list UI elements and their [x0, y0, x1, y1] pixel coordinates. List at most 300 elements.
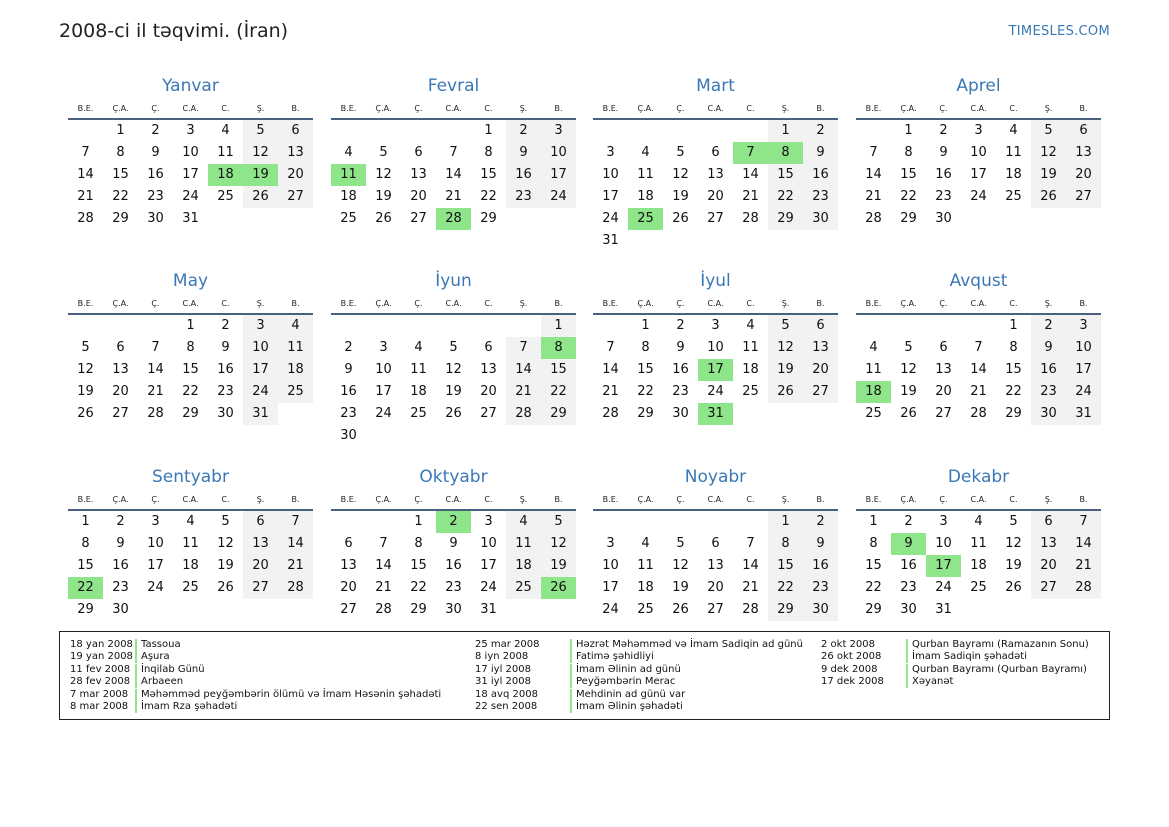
day-cell: 21 — [865, 189, 882, 204]
day-cell: 3 — [711, 318, 720, 333]
day-cell: 21 — [278, 555, 313, 577]
weekday-label: Ç.A. — [637, 299, 654, 308]
day-cell: 7 — [746, 536, 755, 551]
weekday-label: C. — [221, 495, 230, 504]
month-block — [68, 270, 313, 425]
day-cell: 8 — [186, 340, 195, 355]
day-cell: 18 — [1005, 167, 1022, 182]
day-cell: 13 — [1031, 533, 1066, 555]
day-cell: 25 — [506, 577, 541, 599]
day-cell: 10 — [375, 362, 392, 377]
day-cell: 18 — [742, 362, 759, 377]
legend-row — [475, 639, 803, 651]
day-cell: 12 — [1031, 142, 1066, 164]
day-cell: 30 — [672, 406, 689, 421]
day-cell: 29 — [480, 211, 497, 226]
weekday-label: B. — [1079, 495, 1088, 504]
holiday-day-cell: 22 — [68, 577, 103, 599]
empty-cell — [593, 120, 628, 142]
holiday-date: 11 fev 2008 — [70, 663, 131, 675]
month-block — [68, 466, 313, 621]
holiday-marker — [570, 651, 572, 663]
day-cell: 21 — [742, 580, 759, 595]
empty-cell — [856, 120, 891, 142]
weekday-label: Ş. — [1044, 299, 1053, 308]
day-cell: 31 — [182, 211, 199, 226]
month-name: Dekabr — [947, 467, 1010, 487]
empty-cell — [663, 120, 698, 142]
day-cell: 13 — [707, 558, 724, 573]
day-cell: 25 — [182, 580, 199, 595]
weekday-label: Ç. — [676, 104, 685, 113]
day-cell: 26 — [1031, 186, 1066, 208]
day-cell: 17 — [182, 167, 199, 182]
day-cell: 23 — [935, 189, 952, 204]
day-cell: 10 — [541, 142, 576, 164]
day-cell: 29 — [77, 602, 94, 617]
day-cell: 2 — [803, 511, 838, 533]
legend-row — [475, 701, 803, 713]
day-cell: 5 — [379, 145, 388, 160]
day-cell: 26 — [1005, 580, 1022, 595]
holiday-day-cell: 11 — [331, 164, 366, 186]
weekday-label: B. — [816, 495, 825, 504]
day-cell: 27 — [480, 406, 497, 421]
day-cell: 9 — [939, 145, 948, 160]
day-cell: 6 — [803, 315, 838, 337]
empty-cell — [331, 511, 366, 533]
empty-cell — [961, 315, 996, 337]
day-cell: 27 — [1031, 577, 1066, 599]
day-cell: 15 — [480, 167, 497, 182]
day-cell: 18 — [340, 189, 357, 204]
holiday-date: 18 avq 2008 — [475, 688, 538, 700]
weekday-label: C.A. — [182, 299, 199, 308]
day-cell: 9 — [803, 533, 838, 555]
day-cell: 15 — [541, 359, 576, 381]
day-cell: 19 — [541, 555, 576, 577]
holiday-day-cell: 9 — [891, 533, 926, 555]
day-cell: 4 — [641, 536, 650, 551]
holiday-marker — [570, 676, 572, 688]
weekday-label: Ç.A. — [112, 495, 129, 504]
empty-cell — [856, 315, 891, 337]
legend-column — [821, 639, 1089, 689]
holiday-name: Həzrət Məhəmməd və İmam Sadiqin ad günü — [576, 639, 803, 650]
weekday-label: Ç.A. — [375, 104, 392, 113]
day-cell: 17 — [602, 189, 619, 204]
day-cell: 7 — [869, 145, 878, 160]
legend-column — [70, 639, 441, 713]
holiday-name: Mehdinin ad günü var — [576, 688, 686, 700]
day-cell: 15 — [865, 558, 882, 573]
day-cell: 26 — [375, 211, 392, 226]
day-cell: 23 — [672, 384, 689, 399]
holiday-marker — [135, 676, 137, 688]
day-cell: 16 — [147, 167, 164, 182]
day-grid — [856, 120, 1101, 230]
day-cell: 5 — [449, 340, 458, 355]
month-name: Fevral — [427, 76, 480, 96]
day-cell: 2 — [904, 514, 913, 529]
day-cell: 9 — [803, 142, 838, 164]
month-block — [593, 466, 838, 621]
day-cell: 4 — [221, 123, 230, 138]
holiday-name: İmam Əlinin şəhadəti — [576, 700, 683, 712]
day-cell: 24 — [182, 189, 199, 204]
day-cell: 5 — [81, 340, 90, 355]
weekday-label: Ç. — [676, 495, 685, 504]
empty-cell — [733, 120, 768, 142]
day-cell: 24 — [970, 189, 987, 204]
day-cell: 6 — [344, 536, 353, 551]
day-cell: 22 — [112, 189, 129, 204]
day-cell: 12 — [243, 142, 278, 164]
empty-cell — [663, 511, 698, 533]
legend-row — [70, 676, 441, 688]
legend-column — [475, 639, 803, 713]
day-cell: 1 — [116, 123, 125, 138]
day-cell: 15 — [77, 558, 94, 573]
day-cell: 29 — [1005, 406, 1022, 421]
holiday-name: Məhəmməd peyğəmbərin ölümü və İmam Həsənin şəhadəti — [141, 688, 442, 700]
empty-cell — [471, 315, 506, 337]
weekday-header — [593, 102, 838, 116]
day-cell: 31 — [602, 233, 619, 248]
day-cell: 11 — [506, 533, 541, 555]
day-cell: 3 — [1066, 315, 1101, 337]
weekday-label: B.E. — [77, 299, 94, 308]
day-cell: 20 — [935, 384, 952, 399]
day-cell: 24 — [707, 384, 724, 399]
empty-cell — [331, 315, 366, 337]
day-cell: 6 — [1031, 511, 1066, 533]
day-cell: 22 — [480, 189, 497, 204]
day-cell: 26 — [77, 406, 94, 421]
day-cell: 19 — [77, 384, 94, 399]
day-cell: 22 — [541, 381, 576, 403]
day-cell: 2 — [676, 318, 685, 333]
day-cell: 20 — [1031, 555, 1066, 577]
day-cell: 23 — [340, 406, 357, 421]
day-cell: 26 — [672, 602, 689, 617]
empty-cell — [331, 120, 366, 142]
weekday-label: B. — [554, 495, 563, 504]
day-cell: 6 — [414, 145, 423, 160]
day-cell: 24 — [243, 381, 278, 403]
day-cell: 12 — [445, 362, 462, 377]
day-cell: 10 — [602, 167, 619, 182]
day-cell: 12 — [768, 337, 803, 359]
weekday-label: C.A. — [970, 299, 987, 308]
weekday-label: Ş. — [1044, 104, 1053, 113]
day-cell: 14 — [602, 362, 619, 377]
day-cell: 4 — [641, 145, 650, 160]
day-grid — [593, 120, 838, 252]
day-cell: 22 — [1005, 384, 1022, 399]
day-cell: 28 — [1066, 577, 1101, 599]
weekday-header — [856, 102, 1101, 116]
legend-row — [821, 639, 1089, 651]
day-cell: 29 — [112, 211, 129, 226]
day-cell: 8 — [904, 145, 913, 160]
holiday-name: Aşura — [141, 651, 170, 663]
day-cell: 24 — [602, 602, 619, 617]
empty-cell — [366, 511, 401, 533]
day-cell: 21 — [147, 384, 164, 399]
day-cell: 16 — [445, 558, 462, 573]
day-cell: 8 — [641, 340, 650, 355]
day-cell: 28 — [147, 406, 164, 421]
day-cell: 1 — [81, 514, 90, 529]
month-block — [331, 466, 576, 621]
weekday-header — [68, 493, 313, 507]
holiday-day-cell: 17 — [698, 359, 733, 381]
day-cell: 7 — [379, 536, 388, 551]
legend-row — [475, 651, 803, 663]
weekday-label: Ç. — [151, 495, 160, 504]
day-cell: 4 — [506, 511, 541, 533]
empty-cell — [593, 511, 628, 533]
day-cell: 14 — [1066, 533, 1101, 555]
weekday-label: Ş. — [781, 104, 790, 113]
day-cell: 19 — [217, 558, 234, 573]
weekday-label: B.E. — [340, 104, 357, 113]
weekday-header — [68, 102, 313, 116]
day-cell: 14 — [970, 362, 987, 377]
day-grid — [331, 315, 576, 447]
weekday-label: Ş. — [256, 104, 265, 113]
day-grid — [331, 511, 576, 621]
day-cell: 25 — [742, 384, 759, 399]
day-cell: 24 — [480, 580, 497, 595]
holiday-marker — [906, 651, 908, 663]
day-cell: 10 — [147, 536, 164, 551]
day-cell: 12 — [541, 533, 576, 555]
day-cell: 3 — [151, 514, 160, 529]
day-cell: 9 — [116, 536, 125, 551]
day-cell: 16 — [803, 555, 838, 577]
empty-cell — [733, 511, 768, 533]
legend-row — [475, 664, 803, 676]
month-name: Oktyabr — [419, 467, 488, 487]
holiday-date: 19 yan 2008 — [70, 651, 133, 663]
month-name: Aprel — [956, 76, 1001, 96]
weekday-label: C. — [484, 495, 493, 504]
day-cell: 13 — [340, 558, 357, 573]
legend-row — [475, 676, 803, 688]
day-cell: 23 — [217, 384, 234, 399]
day-cell: 16 — [935, 167, 952, 182]
day-cell: 3 — [541, 120, 576, 142]
day-cell: 24 — [375, 406, 392, 421]
day-cell: 23 — [506, 186, 541, 208]
day-cell: 9 — [449, 536, 458, 551]
weekday-label: C. — [221, 299, 230, 308]
weekday-label: Ç. — [939, 495, 948, 504]
month-name: Noyabr — [684, 467, 747, 487]
day-cell: 20 — [803, 359, 838, 381]
holiday-marker — [906, 639, 908, 651]
day-cell: 11 — [970, 536, 987, 551]
empty-cell — [401, 120, 436, 142]
day-grid — [68, 120, 313, 230]
day-cell: 13 — [480, 362, 497, 377]
holiday-date: 31 iyl 2008 — [475, 676, 532, 688]
day-cell: 21 — [602, 384, 619, 399]
day-cell: 17 — [1066, 359, 1101, 381]
day-cell: 1 — [414, 514, 423, 529]
day-cell: 13 — [707, 167, 724, 182]
holiday-marker — [906, 676, 908, 688]
empty-cell — [68, 120, 103, 142]
holiday-marker — [906, 664, 908, 676]
weekday-label: C.A. — [445, 299, 462, 308]
day-cell: 24 — [935, 580, 952, 595]
weekday-label: Ç. — [414, 495, 423, 504]
day-cell: 28 — [865, 211, 882, 226]
day-cell: 28 — [278, 577, 313, 599]
holiday-date: 18 yan 2008 — [70, 639, 133, 650]
empty-cell — [698, 511, 733, 533]
day-cell: 10 — [182, 145, 199, 160]
weekday-label: Ş. — [519, 104, 528, 113]
weekday-label: C. — [746, 104, 755, 113]
month-block — [856, 75, 1101, 230]
day-cell: 2 — [151, 123, 160, 138]
day-cell: 10 — [480, 536, 497, 551]
weekday-label: B. — [816, 299, 825, 308]
empty-cell — [401, 315, 436, 337]
weekday-label: C.A. — [970, 495, 987, 504]
day-cell: 22 — [768, 577, 803, 599]
day-cell: 11 — [637, 167, 654, 182]
holiday-marker — [135, 639, 137, 651]
holiday-day-cell: 26 — [541, 577, 576, 599]
holiday-marker — [570, 664, 572, 676]
weekday-label: Ç.A. — [900, 104, 917, 113]
day-cell: 1 — [1009, 318, 1018, 333]
day-cell: 17 — [602, 580, 619, 595]
weekday-header — [68, 297, 313, 311]
holiday-name: Arbaeen — [141, 676, 184, 688]
day-cell: 5 — [904, 340, 913, 355]
day-cell: 27 — [1066, 186, 1101, 208]
holiday-day-cell: 17 — [926, 555, 961, 577]
day-cell: 18 — [637, 580, 654, 595]
day-cell: 15 — [112, 167, 129, 182]
day-cell: 23 — [803, 577, 838, 599]
day-cell: 10 — [935, 536, 952, 551]
day-cell: 16 — [506, 164, 541, 186]
day-cell: 8 — [81, 536, 90, 551]
holiday-marker — [570, 639, 572, 651]
page-title: 2008-ci il təqvimi. (İran) — [59, 20, 289, 42]
day-cell: 2 — [116, 514, 125, 529]
day-cell: 19 — [1031, 164, 1066, 186]
day-grid — [68, 315, 313, 425]
legend-row — [821, 676, 1089, 688]
day-cell: 3 — [606, 145, 615, 160]
empty-cell — [436, 315, 471, 337]
day-cell: 14 — [742, 167, 759, 182]
day-cell: 16 — [217, 362, 234, 377]
weekday-label: C. — [484, 299, 493, 308]
day-cell: 8 — [869, 536, 878, 551]
day-cell: 2 — [344, 340, 353, 355]
weekday-label: Ş. — [781, 495, 790, 504]
day-cell: 28 — [375, 602, 392, 617]
day-cell: 25 — [410, 406, 427, 421]
day-cell: 4 — [414, 340, 423, 355]
day-cell: 18 — [970, 558, 987, 573]
day-cell: 30 — [803, 208, 838, 230]
day-cell: 22 — [182, 384, 199, 399]
day-cell: 7 — [151, 340, 160, 355]
weekday-label: C.A. — [707, 495, 724, 504]
day-cell: 4 — [974, 514, 983, 529]
day-cell: 16 — [1031, 359, 1066, 381]
holiday-marker — [135, 651, 137, 663]
day-cell: 17 — [970, 167, 987, 182]
weekday-label: B.E. — [865, 104, 882, 113]
day-cell: 1 — [641, 318, 650, 333]
day-cell: 20 — [707, 580, 724, 595]
day-cell: 18 — [637, 189, 654, 204]
day-cell: 26 — [672, 211, 689, 226]
holiday-name: Xəyanət — [912, 676, 954, 688]
day-cell: 20 — [1066, 164, 1101, 186]
weekday-label: C.A. — [707, 299, 724, 308]
day-grid — [856, 511, 1101, 621]
weekday-header — [856, 493, 1101, 507]
day-cell: 19 — [445, 384, 462, 399]
weekday-label: C.A. — [445, 104, 462, 113]
holiday-name: İmam Əlinin ad günü — [576, 663, 681, 675]
day-cell: 12 — [672, 167, 689, 182]
day-grid — [856, 315, 1101, 425]
legend-row — [70, 689, 441, 701]
weekday-label: Ç. — [939, 299, 948, 308]
weekday-label: B.E. — [602, 104, 619, 113]
day-cell: 29 — [768, 599, 803, 621]
weekday-label: B. — [1079, 104, 1088, 113]
weekday-label: Ç. — [151, 299, 160, 308]
day-cell: 12 — [77, 362, 94, 377]
weekday-label: B. — [291, 104, 300, 113]
day-cell: 13 — [112, 362, 129, 377]
holiday-name: Peyğəmbərin Merac — [576, 676, 676, 688]
day-cell: 1 — [484, 123, 493, 138]
day-cell: 28 — [742, 602, 759, 617]
day-cell: 9 — [1031, 337, 1066, 359]
site-link[interactable]: TIMESLES.COM — [1008, 24, 1110, 39]
legend-row — [70, 651, 441, 663]
day-cell: 24 — [1066, 381, 1101, 403]
holiday-day-cell: 2 — [436, 511, 471, 533]
day-cell: 9 — [151, 145, 160, 160]
month-name: Yanvar — [162, 76, 219, 96]
empty-cell — [593, 315, 628, 337]
day-cell: 27 — [112, 406, 129, 421]
day-cell: 17 — [147, 558, 164, 573]
weekday-label: C. — [746, 299, 755, 308]
day-cell: 30 — [112, 602, 129, 617]
day-cell: 27 — [707, 602, 724, 617]
weekday-header — [331, 493, 576, 507]
month-block — [331, 270, 576, 447]
day-cell: 31 — [480, 602, 497, 617]
